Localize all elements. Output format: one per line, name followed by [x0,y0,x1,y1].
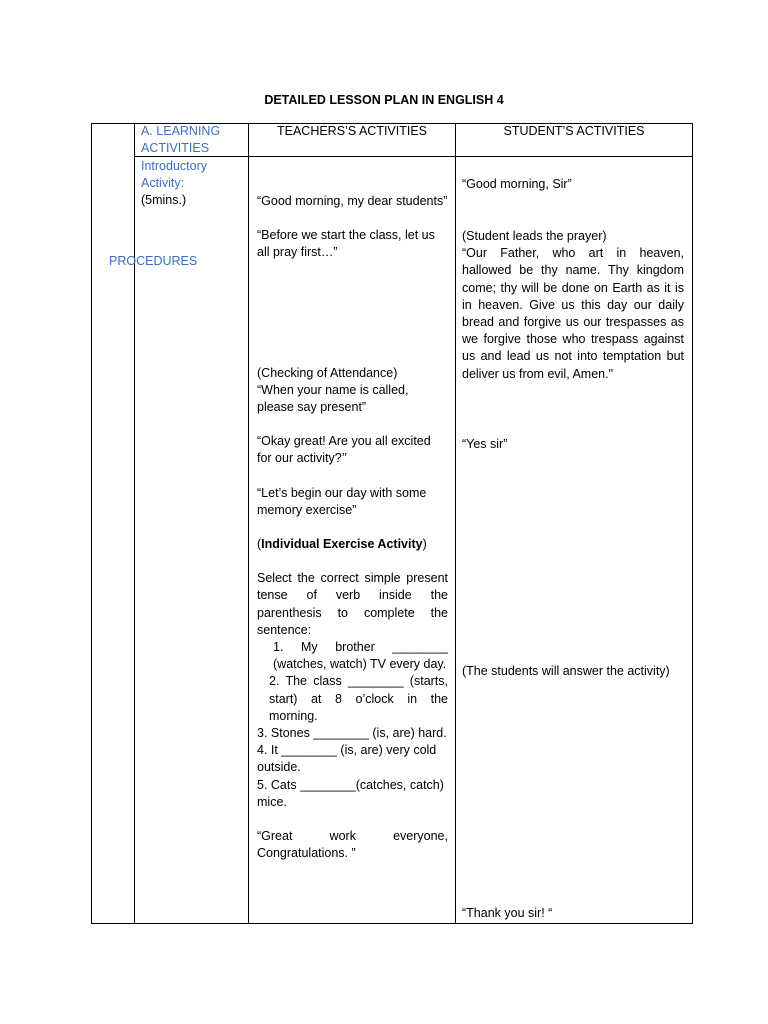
exercise-paren-open: ( [257,537,262,552]
intro-activity-cell [141,158,245,210]
table-border-right [692,123,693,924]
table-border-bottom [91,923,693,924]
exercise-item: 1. My brother ________ (watches, watch) TV every day. [273,640,448,672]
exercise-item: 2. The class ________ (starts, start) at 8 o’clock in the morning. [269,674,448,723]
teacher-greeting: “Good morning, my dear students” [257,194,448,208]
exercise-item: 5. Cats ________(catches, catch) mice. [257,777,444,809]
teacher-closing: “Great work everyone, Congratulations. ” [257,829,448,861]
exercise-instructions: Select the correct simple present tense of verb inside the parenthesis to complete the sentence: [257,571,448,637]
exercise-paren-close: ) [422,537,427,552]
exercise-item: 3. Stones ________ (is, are) hard. [257,726,447,741]
activity-duration: (5mins.) [141,193,187,208]
teacher-memory: “Let’s begin our day with some memory exercise” [257,485,427,517]
intro-activity-line2: Activity: [141,176,185,191]
section-label-line2: ACTIVITIES [141,141,210,156]
column-divider-1 [134,123,135,924]
attendance-label: (Checking of Attendance) [257,365,398,380]
student-activity-response: (The students will answer the activity) [462,664,670,678]
column-divider-3 [455,123,456,924]
student-greeting: “Good morning, Sir” [462,177,572,191]
teacher-activities [257,193,448,862]
intro-activity-line1: Introductory [141,159,208,173]
teacher-header: TEACHERS’S ACTIVITIES [276,124,428,138]
section-header [141,123,245,157]
teacher-excited: “Okay great! Are you all excited for our activity?’’ [257,434,431,466]
exercise-heading [257,536,448,553]
lesson-plan-table [91,123,693,924]
procedures-label: PROCEDURES [109,254,198,268]
student-prayer-text: “Our Father, who art in heaven, hallowed be thy name. Thy kingdom come; thy will be done on Earth as it is in heaven. Give us this day our daily bread and forgive us our trespasses as we forgive those who trespass against us and lead us not into temptation but deliver us from evil, Amen." [462,246,684,381]
student-prayer-block [462,228,684,383]
table-border-left [91,123,92,924]
teacher-prayer: “Before we start the class, let us all pray first…” [257,228,435,260]
exercise-title: Individual Exercise Activity [261,537,423,552]
student-attendance: “Yes sir” [462,437,508,451]
student-header: STUDENT’S ACTIVITIES [503,124,645,138]
exercise-item: 4. It ________ (is, are) very cold outside. [257,743,437,775]
attendance-instruction: “When your name is called, please say present” [257,382,409,415]
student-prayer-label: (Student leads the prayer) [462,229,607,243]
column-divider-2 [248,123,249,924]
section-label-line1: A. LEARNING [141,124,221,138]
student-thanks: “Thank you sir! “ [462,906,553,920]
document-title: DETAILED LESSON PLAN IN ENGLISH 4 [264,93,504,107]
